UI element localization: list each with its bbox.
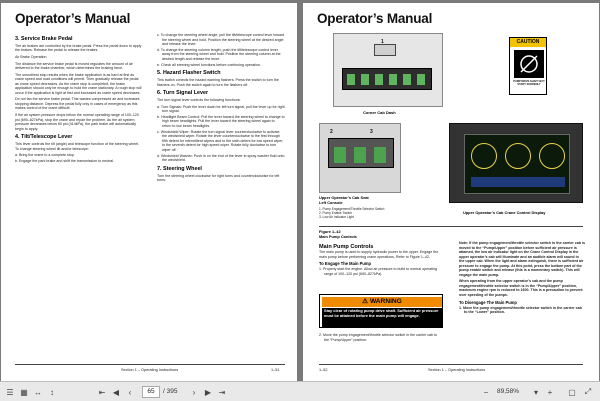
paragraph: When operating from the upper operator’s cab and the pump engagement/throttle selector switch is in the “Pump/Upper” position, maximum engine rpm is reduced to 1600. This is a precaution to prevent over speeding of the pumps. bbox=[459, 279, 583, 298]
list-item: 2. Move the pump engagement/throttle selector switch in the carrier cab to the “Pump/Upper” position. bbox=[319, 333, 438, 342]
switch bbox=[375, 74, 383, 85]
corner-cab-dash-image bbox=[333, 33, 443, 107]
paragraph: Turn the steering wheel clockwise for right turns and counterclockwise for left turns. bbox=[157, 173, 280, 183]
page-title: Operator’s Manual bbox=[15, 11, 131, 26]
prev-view-icon[interactable]: ‹ bbox=[128, 387, 132, 397]
zoom-in-icon[interactable]: + bbox=[547, 387, 553, 397]
paragraph: The smoothest stop results when the brake application is as hard at first as crane speed and road conditions will permit. Then gradually release the pedal as crane speed decreases. As the crane stop is completed, the brake application should only be enough to hold the crane stationary. A rough stop will occur if the application is light at first and increased as crane speed decreases. bbox=[15, 72, 142, 95]
sub-heading: To Disengage The Main Pump bbox=[459, 299, 517, 305]
zoom-out-icon[interactable]: − bbox=[483, 387, 489, 397]
next-view-icon[interactable]: › bbox=[192, 387, 196, 397]
paragraph: The distance the service brake pedal is moved regulates the amount of air delivered to the brake chamber, which determines the braking force. bbox=[15, 61, 133, 71]
left-column-2 bbox=[157, 33, 285, 185]
legend-item: 1. Pump Engagement/Throttle Selector Switch bbox=[319, 207, 385, 211]
list-item: 1. Properly start the engine. Allow air pressure to build to normal operating range of 100–120 psi (690–827kPa). bbox=[319, 267, 438, 276]
viewer-toolbar bbox=[0, 381, 600, 401]
footer-page-number: 1–52 bbox=[319, 368, 328, 372]
switch bbox=[374, 147, 386, 163]
callout-1: 1 bbox=[381, 39, 384, 45]
callout-3: 3 bbox=[370, 129, 373, 135]
page-number-input[interactable]: 65 bbox=[142, 386, 160, 398]
zoom-level[interactable]: 89,58% bbox=[497, 388, 520, 395]
fit-width-icon[interactable]: ↔ bbox=[34, 387, 42, 397]
switch bbox=[347, 74, 355, 85]
footer-page-number: 1–51 bbox=[271, 368, 280, 372]
next-page-icon[interactable]: ▶ bbox=[204, 387, 212, 397]
dash-housing bbox=[374, 44, 396, 56]
switch bbox=[334, 147, 346, 163]
section-heading: 6. Turn Signal Lever bbox=[157, 90, 209, 97]
corner-cab-dash-caption: Corner Cab Dash bbox=[363, 110, 396, 115]
rotating-shaft-icon bbox=[514, 50, 544, 78]
page-total: / 395 bbox=[163, 388, 178, 395]
list-item: c. Windshield Wiper: Rotate the turn signal lever counterclockwise to activate the windshield wiper. Rotate the lever counterclockwise to the first through fifth detent for intermittent wipers and to the sixth detent for low speed wiper, to the seventh detent for high speed wiper. Rotate fully clockwise to turn wiper off. bbox=[157, 129, 284, 152]
page-view-icon[interactable]: ▦ bbox=[20, 387, 28, 397]
display-screen bbox=[464, 134, 570, 194]
page-title: Operator’s Manual bbox=[317, 11, 433, 26]
gauge bbox=[471, 143, 497, 169]
section-heading: 5. Hazard Flasher Switch bbox=[157, 70, 221, 77]
list-item: 1. Move the pump engagement/throttle selector switch in the carrier cab to the “Lower” position. bbox=[459, 305, 582, 315]
warning-body: Stay clear of rotating pump drive shaft. Sufficient air pressure must be attained before the main pump will engage. bbox=[322, 308, 442, 327]
last-page-icon[interactable]: ⇥ bbox=[218, 387, 226, 397]
left-column-1 bbox=[15, 33, 143, 165]
gauge bbox=[539, 143, 565, 169]
switch bbox=[354, 147, 366, 163]
paragraph: The air brakes are controlled by the brake pedal. Press the pedal down to apply the brakes. Release the pedal to release the brakes. bbox=[15, 43, 142, 53]
section-heading: 7. Steering Wheel bbox=[157, 165, 202, 172]
right-column-1b bbox=[319, 333, 443, 343]
legend-item: 3. Low Air Indicator Light bbox=[319, 215, 354, 219]
sub-heading: To Engage The Main Pump bbox=[319, 261, 372, 267]
page-right bbox=[303, 3, 599, 381]
footer-rule bbox=[15, 364, 285, 365]
paragraph: The main pump is used to supply hydraulic power to the upper. Engage the main pump before performing crane operations. Refer to Figure 1–42. bbox=[319, 250, 439, 259]
switch bbox=[417, 74, 425, 85]
switch bbox=[389, 74, 397, 85]
paragraph: Air Brake Operation bbox=[15, 55, 47, 59]
figure-rule bbox=[319, 226, 583, 227]
list-item: d. Windshield Washer: Push in on the end of the lever to spray washer fluid onto the windshield. bbox=[157, 153, 285, 163]
list-item: b. Engage the park brake and shift the transmission to neutral. bbox=[15, 158, 115, 163]
warning-triangle-icon: ⚠ bbox=[362, 298, 369, 305]
switch bbox=[403, 74, 411, 85]
footer-rule bbox=[319, 364, 583, 365]
paragraph: This switch controls the hazard warning flashers. Press the switch to turn the flashers on. Push the switch again to turn the flashers off. bbox=[157, 78, 279, 87]
caution-heading: CAUTION bbox=[510, 38, 546, 47]
list-item: d. To change the steering column length, push the tilt/telescope control lever away from the steering wheel and hold. Position the steering column at the desired length and release the lever. bbox=[157, 47, 281, 61]
paragraph: Do not fan the service brake pedal. This wastes compressed air and increases stopping distance. Depress the pedal fully only in cases of emergency as this makes control of the crane difficult. bbox=[15, 97, 140, 111]
seat-console-caption: Upper Operator’s Cab Seat Left Console bbox=[319, 195, 369, 205]
zoom-menu-icon[interactable]: ▾ bbox=[533, 387, 538, 397]
right-column-2 bbox=[459, 241, 585, 316]
paragraph: The turn signal lever controls the following functions: bbox=[157, 98, 241, 103]
scroll-mode-icon[interactable]: ↕ bbox=[50, 387, 54, 397]
crane-control-display-image bbox=[449, 123, 583, 203]
figure-title: Main Pump Controls bbox=[319, 234, 357, 239]
gauge bbox=[505, 143, 531, 169]
prev-page-icon[interactable]: ◀ bbox=[112, 387, 120, 397]
paragraph: This lever controls the tilt (angle) and telescope function of the steering wheel. To change steering wheel tilt and/or telescope: bbox=[15, 142, 140, 151]
section-heading: 4. Tilt/Telescope Lever bbox=[15, 134, 73, 141]
caution-decal bbox=[509, 37, 547, 95]
right-column-1 bbox=[319, 250, 443, 277]
section-heading: Main Pump Controls bbox=[319, 244, 374, 250]
sidebar-toggle-icon[interactable]: ☰ bbox=[6, 387, 14, 397]
console-panel bbox=[328, 138, 394, 168]
paragraph: If the air system pressure drops below the normal operating range of 100–120 psi (690–827kPa), stop the crane and repair the problem. As the air system pressure decreases below 60 psi (414kPa), the park brake will automatically begin to apply. bbox=[15, 113, 139, 131]
switch-panel bbox=[342, 68, 432, 90]
status-bar bbox=[471, 177, 565, 187]
list-item: a. Turn Signals: Push the lever down for left turn signal, pull the lever up for right turn signal. bbox=[157, 104, 285, 114]
warning-box bbox=[319, 294, 443, 328]
page-left bbox=[1, 3, 297, 381]
legend-item: 2. Pump Enable Switch bbox=[319, 211, 352, 215]
switch bbox=[361, 74, 369, 85]
fit-page-icon[interactable]: ▢ bbox=[568, 387, 576, 397]
seat-console-image bbox=[319, 123, 401, 193]
warning-heading: ⚠ WARNING bbox=[322, 297, 442, 307]
figure-number: Figure 1–42 bbox=[319, 229, 341, 234]
section-heading: 3. Service Brake Pedal bbox=[15, 36, 73, 42]
list-item: a. Bring the crane to a complete stop. bbox=[15, 153, 75, 158]
figure-legend bbox=[319, 207, 409, 219]
caution-pictogram bbox=[514, 50, 544, 78]
list-item: e. Check all steering wheel functions before continuing operation. bbox=[157, 62, 261, 67]
callout-2: 2 bbox=[330, 129, 333, 135]
paragraph: Note: If the pump engagement/throttle selector switch in the carrier cab is moved to the “Pump/Upper” position before sufficient air pressure is attained, the low air indicator light on the Crane Control Display in the upper operator’s cab will illuminate and an audible alarm will sound in the upper cab. When the light and alarm extinguish, there is sufficient air pressure to engage the pump. At this point, press the bottom part of the pump enable switch and release (this is a momentary switch). This will engage the main pump. bbox=[459, 241, 586, 277]
first-page-icon[interactable]: ⇤ bbox=[98, 387, 106, 397]
caution-text: PUMP DRIVE SHAFT BUT START SUDDENLY bbox=[513, 80, 545, 87]
footer-section: Section 1 – Operating Instructions bbox=[121, 368, 179, 372]
list-item: c. To change the steering wheel angle, pull the tilt/telescope control lever toward the steering wheel and hold. Position the steering wheel at the desired angle and release the lever. bbox=[157, 33, 285, 47]
crane-display-caption: Upper Operator’s Cab Crane Control Display bbox=[463, 210, 546, 215]
fullscreen-icon[interactable]: ⤢ bbox=[584, 387, 592, 396]
list-item: b. Headlight Beam Control: Pull the lever toward the steering wheel to change to high beam headlights. Pull the lever toward the steering wheel again to return to low beam headlights. bbox=[157, 114, 285, 129]
footer-section: Section 1 – Operating Instructions bbox=[428, 368, 486, 372]
